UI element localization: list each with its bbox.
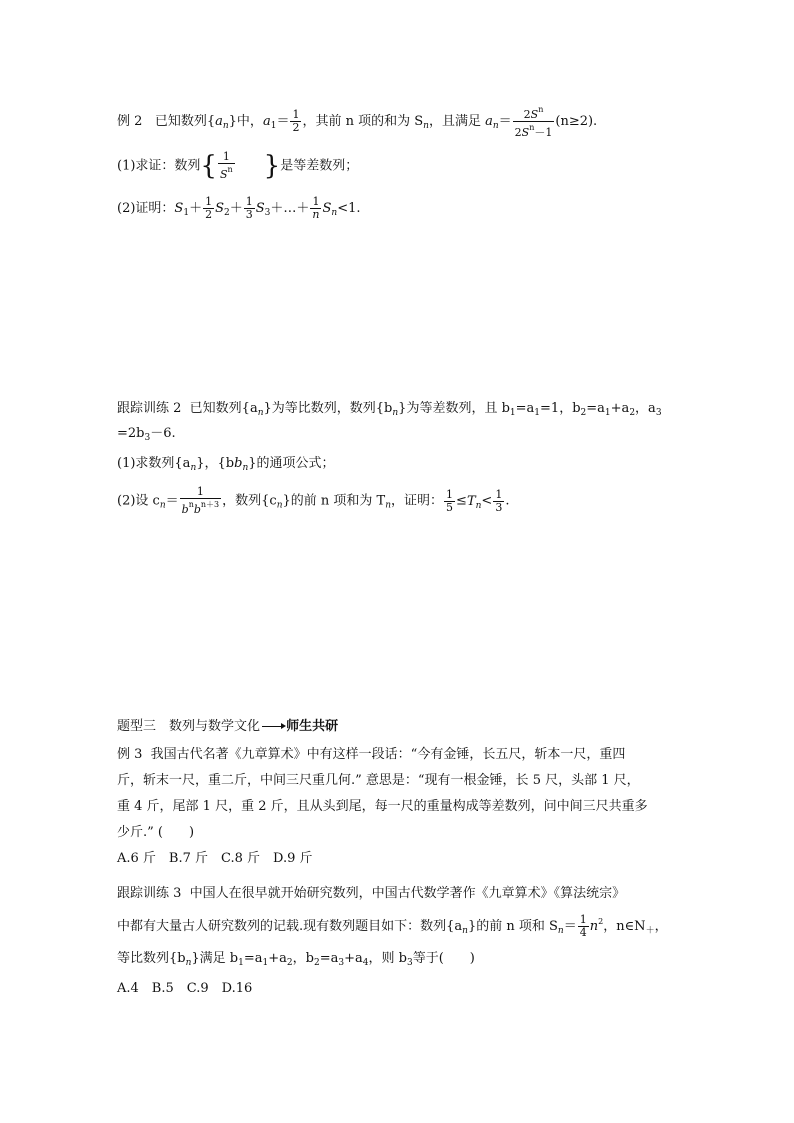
example-2-question-2: (2)证明：$S_1+$ $\frac{1}{2}$ $S_2+$ $\frac{1}{3}$ $S_3+\dots+$ $\frac{1}{n}$ $S_n<1$. [117,195,361,221]
example-2-statement: 例 2 已知数列$\{a_n\}$中，$a_1=$ $\frac{1}{2}$ ，其前 n 项的和为 $S_n$，且满足 $a_n=$ $\frac{2S^n}{2S^n-1}$ (n≥2). [117,105,598,139]
example-3 [117,742,687,872]
example-2-label: 例 2 [117,114,143,129]
practice-3-line-2: 中都有大量古人研究数列的记载.现有数列题目如下：数列$\{a_n\}$的前 n 项和 $S_n=$ $\frac{1}{4}$ $n^2$，$n\in N_+$， [117,913,668,939]
practice-2-question-2: (2)设 $c_n=$ $\frac{1}{b^nb^{n+3}}$ ，数列$\{c_n\}$的前 n 项和为 $T_n$，证明： $\frac{1}{5}$ $\le T_n<$ $\frac{1}{3}$ . [117,485,510,516]
fraction-one-half: $\frac{1}{2}$ [292,108,300,134]
practice-3 [117,880,687,1001]
example-3-line-4: 少斤.” ( ) [117,825,195,840]
arrow-icon [262,726,282,727]
practice-2-label: 跟踪训练 2 [117,401,182,416]
practice-3-label: 跟踪训练 3 [117,886,182,901]
practice-2-question-1: (1)求数列$\{a_n\}$，$\{bb_n\}$的通项公式； [117,456,335,473]
example-3-line-2: 斤，斩末一尺，重二斤，中间三尺重几何.” 意思是：“现有一根金锤，长 5 尺，头部 1 尺， [117,773,640,788]
section-3-heading [117,718,338,736]
fraction-one-over-sn: $\frac{1}{S^n}$ [219,150,233,181]
fraction-2s-over-2s-minus-1: $\frac{2S^n}{2S^n-1}$ [514,105,553,139]
section-3-title: 题型三 数列与数学文化 [117,719,261,734]
example-3-options: A.6 斤 B.7 斤 C.8 斤 D.9 斤 [117,851,313,866]
practice-3-line-1: 跟踪训练 3 中国人在很早就开始研究数列，中国古代数学著作《九章算术》《算法统宗》 [117,886,626,901]
fraction-cn: $\frac{1}{b^nb^{n+3}}$ [181,485,220,516]
practice-2-line-1: 跟踪训练 2 已知数列$\{a_n\}$为等比数列，数列$\{b_n\}$为等差数列，且 $b_1=a_1=1$，$b_2=a_1+a_2$，$a_3$ [117,401,662,418]
practice-3-line-3: 等比数列$\{b_n\}$满足 $b_1=a_1+a_2$，$b_2=a_3+a_4$，则 $b_3$等于( ) [117,951,475,968]
section-3-tag: 师生共研 [286,719,339,734]
example-3-line-1: 例 3 我国古代名著《九章算术》中有这样一段话：“今有金锤，长五尺，斩本一尺，重四 [117,747,626,762]
example-3-label: 例 3 [117,747,143,762]
practice-3-options: A.4 B.5 C.9 D.16 [117,981,253,996]
practice-2-line-2: $=2b_3-6$. [117,426,176,443]
example-3-line-3: 重 4 斤，尾部 1 尺，重 2 斤，且从头到尾，每一尺的重量构成等差数列，问中间三尺共重多 [117,799,648,814]
example-2-question-1: (1)求证：数列{ $\frac{1}{S^n}$ }是等差数列； [117,150,359,181]
